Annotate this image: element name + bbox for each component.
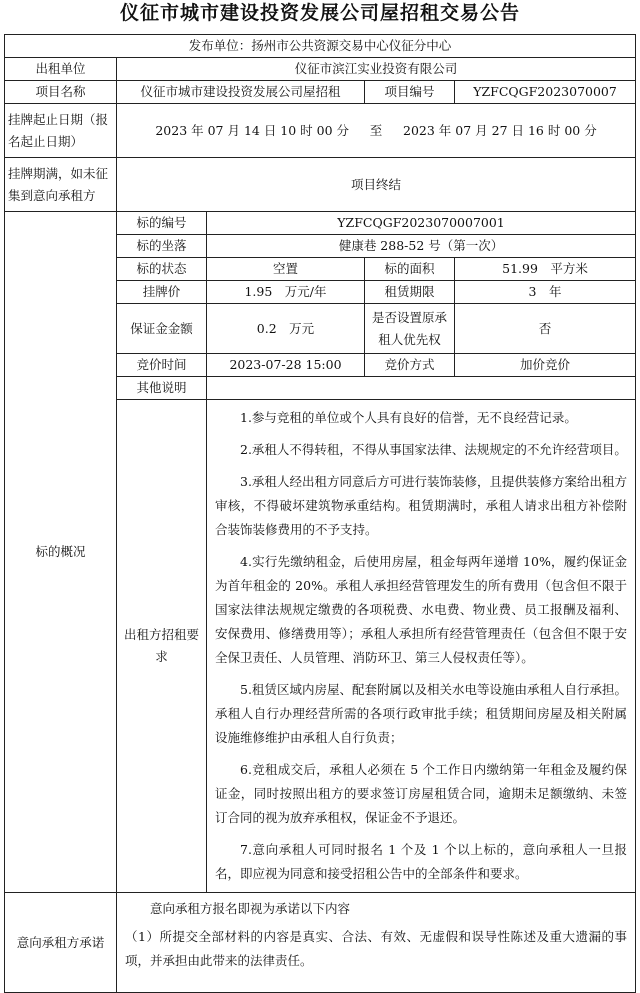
requirement-item: 3.承租人经出租方同意后方可进行装饰装修，且提供装修方案给出租方审核，不得破坏建筑物承重结构。租赁期满时，承租人请求出租方补偿附合装饰装修费用的不予支持。 [215,474,628,537]
commitment-label: 意向承租方承诺 [5,893,117,993]
announcement-table [4,34,636,993]
price-value: 1.95 万元/年 [207,281,365,304]
lessor-value: 仪征市滨江实业投资有限公司 [117,58,636,81]
location-label: 标的坐落 [117,235,207,258]
requirements-label: 出租方招租要求 [117,400,207,893]
deposit-value: 0.2 万元 [207,304,365,354]
publisher-cell: 发布单位：扬州市公共资源交易中心仪征分中心 [5,35,636,58]
other-value [207,377,636,400]
listing-start: 2023 年 07 月 14 日 10 时 00 分 [155,122,350,138]
bid-time-value: 2023-07-28 15:00 [207,354,365,377]
expiry-label: 挂牌期满，如未征集到意向承租方 [5,158,117,212]
requirement-item: 5.租赁区域内房屋、配套附属以及相关水电等设施由承租人自行承担。承租人自行办理经营所需的各项行政审批手续；租赁期间房屋及相关附属设施维修维护由承租人自行负责； [215,682,628,745]
commitment-intro: 意向承租方报名即视为承诺以下内容 [150,901,351,916]
listing-end: 2023 年 07 月 27 日 16 时 00 分 [403,122,597,138]
commitment-content [117,893,636,993]
expiry-value: 项目终结 [117,158,636,212]
deposit-label: 保证金金额 [117,304,207,354]
requirement-item: 2.承租人不得转租，不得从事国家法律、法规规定的不允许经营项目。 [240,442,627,457]
bid-method-label: 竞价方式 [365,354,455,377]
requirements-content [207,400,636,893]
status-value: 空置 [207,258,365,281]
listing-to: 至 [369,122,383,138]
project-code: YZFCQGF2023070007 [455,81,636,104]
price-label: 挂牌价 [117,281,207,304]
commitment-item: （1）所提交全部材料的内容是真实、合法、有效、无虚假和误导性陈述及重大遗漏的事项，并承担由此带来的法律责任。 [125,929,628,968]
term-label: 租赁期限 [365,281,455,304]
bid-method-value: 加价竞价 [455,354,636,377]
area-label: 标的面积 [365,258,455,281]
area-value: 51.99 平方米 [455,258,636,281]
listing-period-label: 挂牌起止日期（报名起止日期） [5,104,117,158]
location-value: 健康巷 288-52 号（第一次） [207,235,636,258]
term-value: 3 年 [455,281,636,304]
bid-time-label: 竞价时间 [117,354,207,377]
listing-period-value [117,104,636,158]
priority-value: 否 [455,304,636,354]
requirement-item: 6.竞租成交后，承租人必须在 5 个工作日内缴纳第一年租金及履约保证金，同时按照出租方的要求签订房屋租赁合同，逾期未足额缴纳、未签订合同的视为放弃承租权，保证金不予退还。 [215,762,628,825]
project-code-label: 项目编号 [365,81,455,104]
page-title: 仪征市城市建设投资发展公司屋招租交易公告 [119,2,520,24]
other-label: 其他说明 [117,377,207,400]
overview-label: 标的概况 [5,212,117,893]
lessor-label: 出租单位 [5,58,117,81]
target-code: YZFCQGF2023070007001 [207,212,636,235]
requirement-item: 1.参与竞租的单位或个人具有良好的信誉，无不良经营记录。 [240,410,577,425]
project-name: 仪征市城市建设投资发展公司屋招租 [117,81,365,104]
target-code-label: 标的编号 [117,212,207,235]
requirement-item: 7.意向承租人可同时报名 1 个及 1 个以上标的，意向承租人一旦报名，即应视为同意和接受招租公告中的全部条件和要求。 [215,842,628,881]
status-label: 标的状态 [117,258,207,281]
requirement-item: 4.实行先缴纳租金，后使用房屋，租金每两年递增 10%，履约保证金为首年租金的 20%。承租人承担经营管理发生的所有费用（包含但不限于国家法律法规规定缴费的各项税费、水电费、物业费、员工报酬及福利、安保费用、修缮费用等）；承租人承担所有经营管理责任（包含但不限于安全保卫责任、人员管理、消防环卫、第三人侵权责任等）。 [215,554,628,665]
priority-label: 是否设置原承租人优先权 [365,304,455,354]
project-name-label: 项目名称 [5,81,117,104]
